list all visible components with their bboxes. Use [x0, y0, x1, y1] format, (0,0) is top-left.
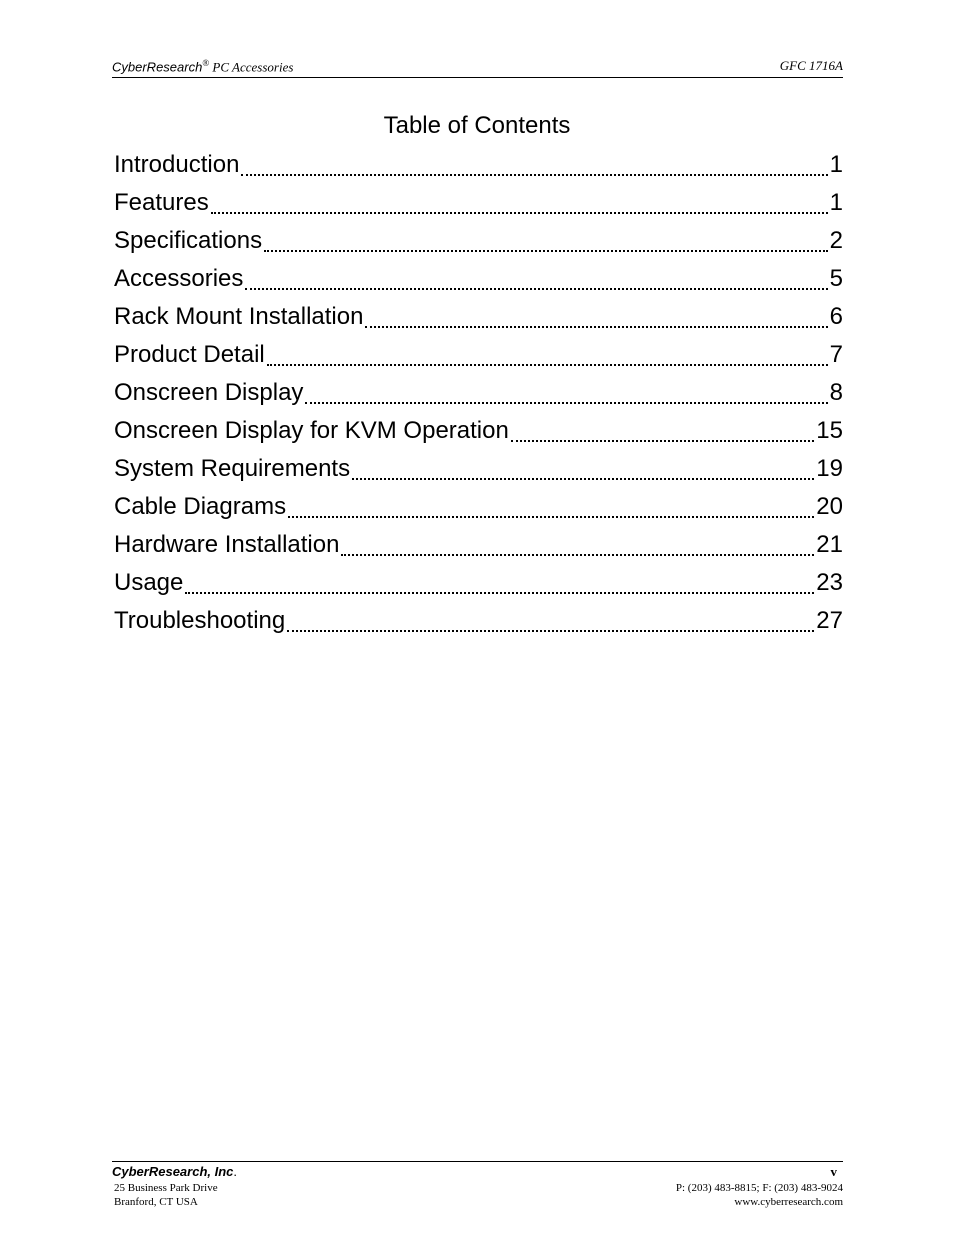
company-name: CyberResearch, Inc	[112, 1164, 234, 1179]
dot-leader	[305, 401, 827, 404]
page-number: v	[830, 1164, 837, 1179]
toc-entry-title: Onscreen Display for KVM Operation	[114, 417, 509, 444]
toc-entry-title: Introduction	[114, 151, 240, 178]
table-of-contents	[114, 146, 843, 640]
toc-entry[interactable]	[114, 260, 843, 298]
toc-entry[interactable]	[114, 298, 843, 336]
dot-leader	[264, 249, 828, 252]
dot-leader	[352, 477, 814, 480]
toc-entry-page: 20	[816, 493, 843, 520]
toc-entry-page: 23	[816, 569, 843, 596]
toc-entry-title: Product Detail	[114, 341, 265, 368]
toc-entry-title: System Requirements	[114, 455, 351, 482]
toc-entry[interactable]	[114, 450, 843, 488]
toc-entry[interactable]	[114, 564, 843, 602]
toc-entry[interactable]	[114, 526, 843, 564]
dot-leader	[365, 325, 827, 328]
dot-leader	[287, 629, 814, 632]
page-footer	[112, 1161, 843, 1212]
dot-leader	[211, 211, 828, 214]
toc-entry-title: Features	[114, 189, 209, 216]
toc-entry-title: Hardware Installation	[114, 531, 340, 558]
toc-entry-title: Accessories	[114, 265, 244, 292]
dot-leader	[341, 553, 814, 556]
footer-company	[112, 1164, 237, 1179]
toc-entry-title: Onscreen Display	[114, 379, 304, 406]
dot-leader	[267, 363, 828, 366]
toc-entry[interactable]	[114, 602, 843, 640]
company-dot: .	[233, 1164, 238, 1179]
dot-leader	[288, 515, 814, 518]
toc-entry-page: 15	[816, 417, 843, 444]
toc-entry-page: 19	[816, 455, 843, 482]
toc-entry[interactable]	[114, 336, 843, 374]
toc-entry-page: 5	[829, 265, 843, 292]
phone-fax: P: (203) 483-8815; F: (203) 483-9024	[675, 1182, 843, 1194]
toc-entry-page: 27	[816, 607, 843, 634]
header-brand	[112, 58, 293, 75]
toc-entry-page: 1	[829, 189, 843, 216]
toc-entry[interactable]	[114, 222, 843, 260]
page-header	[112, 58, 843, 78]
dot-leader	[185, 591, 814, 594]
toc-entry-page: 7	[829, 341, 843, 368]
toc-entry[interactable]	[114, 184, 843, 222]
toc-entry-title: Usage	[114, 569, 184, 596]
toc-entry[interactable]	[114, 146, 843, 184]
toc-entry-page: 21	[816, 531, 843, 558]
brand-name: CyberResearch	[112, 59, 203, 75]
toc-entry-page: 8	[829, 379, 843, 406]
toc-entry-title: Rack Mount Installation	[114, 303, 364, 330]
toc-entry-page: 6	[829, 303, 843, 330]
header-product: GFC 1716A	[779, 58, 843, 73]
toc-entry-title: Troubleshooting	[114, 607, 286, 634]
toc-entry[interactable]	[114, 374, 843, 412]
dot-leader	[511, 439, 814, 442]
toc-entry-title: Specifications	[114, 227, 263, 254]
address-line-2: Branford, CT USA	[114, 1196, 198, 1208]
dot-leader	[245, 287, 827, 290]
toc-entry-page: 1	[829, 151, 843, 178]
toc-entry[interactable]	[114, 412, 843, 450]
toc-entry-page: 2	[829, 227, 843, 254]
address-line-1: 25 Business Park Drive	[114, 1182, 218, 1194]
toc-entry-title: Cable Diagrams	[114, 493, 287, 520]
dot-leader	[241, 173, 827, 176]
brand-suffix: PC Accessories	[209, 59, 294, 75]
website[interactable]: www.cyberresearch.com	[734, 1196, 843, 1208]
toc-entry[interactable]	[114, 488, 843, 526]
registered-mark: ®	[202, 58, 210, 68]
toc-title: Table of Contents	[383, 112, 571, 139]
